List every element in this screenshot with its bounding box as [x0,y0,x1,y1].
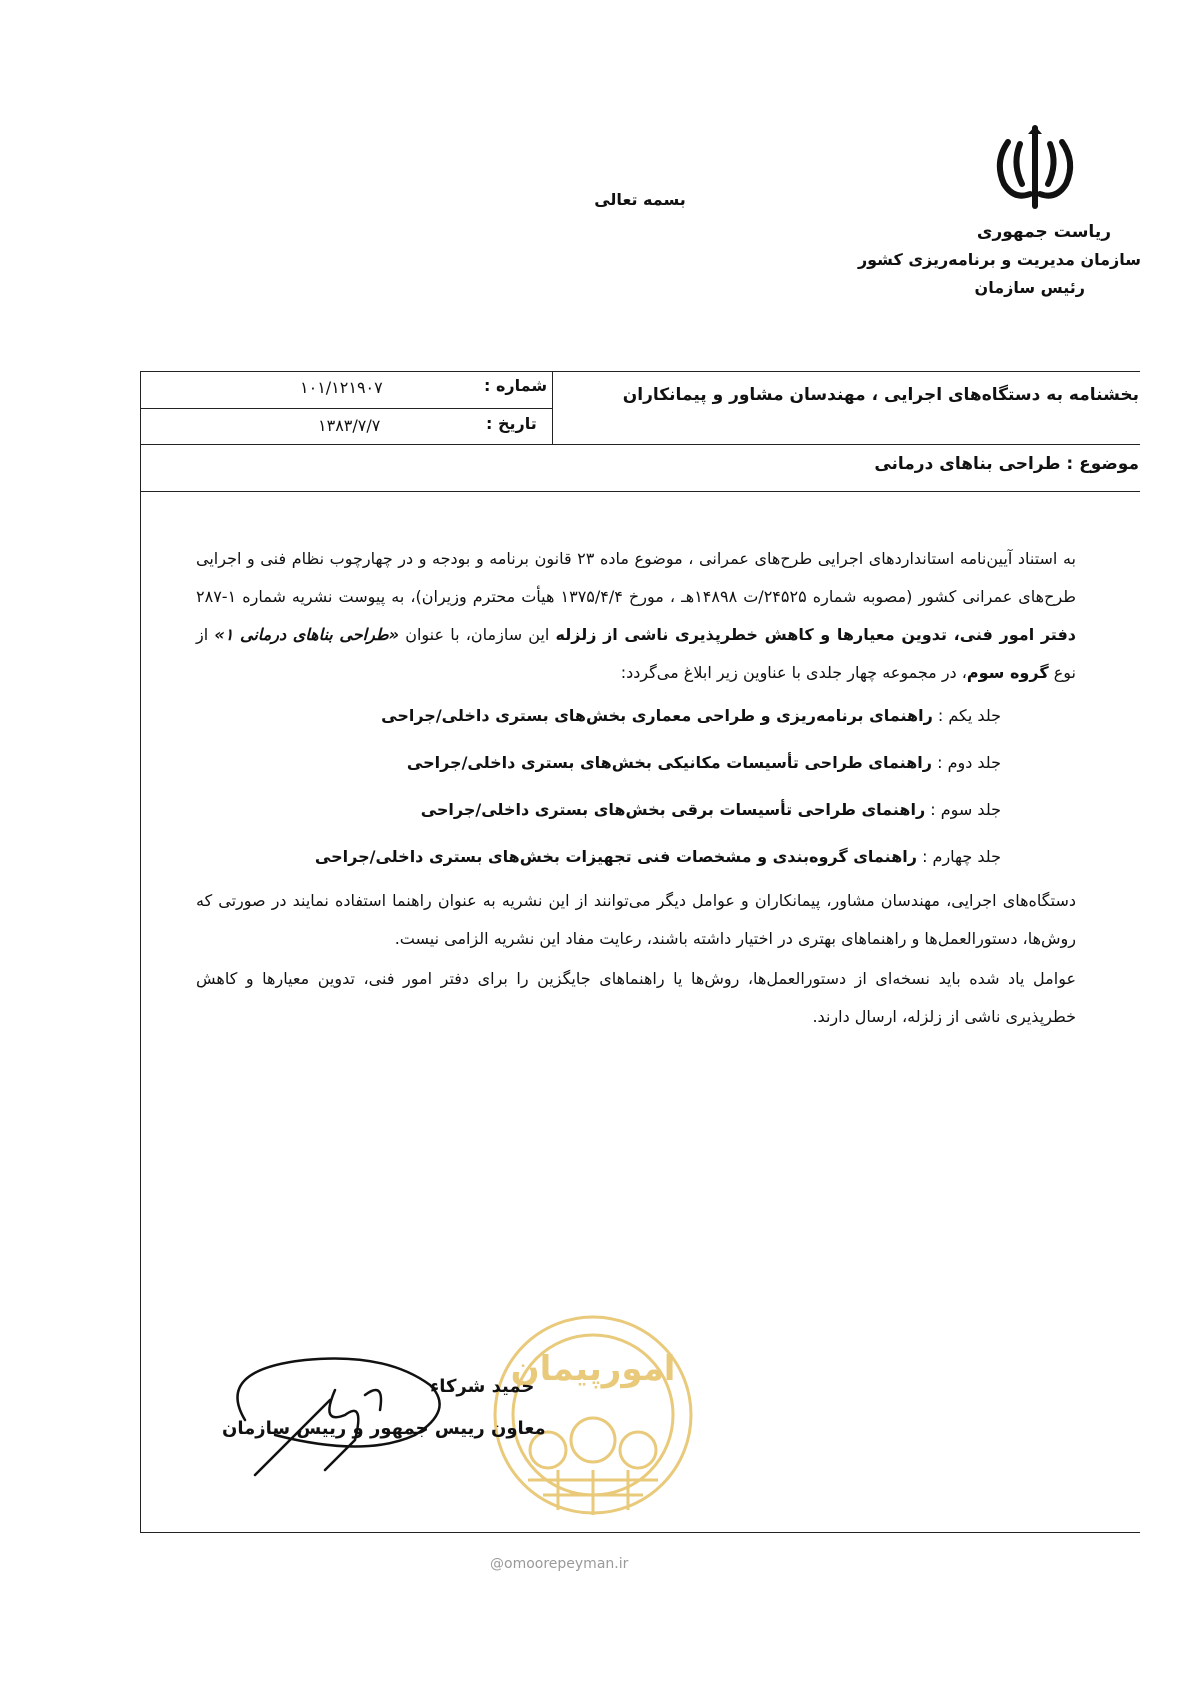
bismillah-heading: بسمه تعالی [594,190,686,209]
handwritten-signature [215,1340,515,1480]
signatory-title: معاون رییس جمهور و رییس سازمان [222,1418,546,1439]
iran-emblem-icon [990,122,1080,214]
paragraph-submission: عوامل یاد شده باید نسخه‌ای از دستورالعمل‌ها، روش‌ها یا راهنماهای جایگزین را برای دفتر امور فنی، تدوین معیارها و کاهش خطرپذیری ناشی از زلزله، ارسال دارند. [196,969,1076,1026]
subject-line: موضوع : طراحی بناهای درمانی [874,454,1139,474]
intro-text: از نوع [196,625,1076,682]
volume-title: راهنمای طراحی تأسیسات مکانیکی بخش‌های بستری داخلی/جراحی [406,753,932,772]
group-name: گروه سوم [966,663,1049,682]
page-frame-bottom [140,1532,1140,1533]
volume-item [196,739,1001,786]
volume-title: راهنمای طراحی تأسیسات برقی بخش‌های بستری داخلی/جراحی [420,800,926,819]
head-of-organization-line: رئیس سازمان [974,278,1085,297]
intro-text: این سازمان، با عنوان [399,625,556,644]
publication-title: «طراحی بناهای درمانی ۱» [214,625,400,644]
date-label: تاریخ : [486,414,537,433]
info-table-divider [552,371,553,444]
paragraph-usage: دستگاه‌های اجرایی، مهندسان مشاور، پیمانکاران و عوامل دیگر می‌توانند از این نشریه به عنوان راهنما استفاده نمایند در صورتی که روش‌ها، دستورالعمل‌ها و راهنماهای بهتری در اختیار داشته باشند، رعایت مفاد این نشریه الزامی نیست. [196,891,1076,948]
circular-addressee: بخشنامه به دستگاه‌های اجرایی ، مهندسان مشاور و پیمانکاران [622,385,1139,405]
intro-text: ، در مجموعه چهار جلدی با عناوین زیر ابلاغ می‌گردد: [620,663,967,682]
info-table-rule [140,491,1140,492]
number-value: ۱۰۱/۱۲۱۹۰۷ [300,378,383,397]
info-table-rule [140,444,1140,445]
volume-title: راهنمای گروه‌بندی و مشخصات فنی تجهیزات بخش‌های بستری داخلی/جراحی [314,847,917,866]
organization-line: سازمان مدیریت و برنامه‌ریزی کشور [857,250,1141,269]
page-frame-left [140,491,141,1532]
source-watermark: @omoorepeyman.ir [490,1556,629,1572]
signatory-name: حمید شرکاء [430,1376,535,1397]
volume-item [196,786,1001,833]
paragraph-intro [196,540,1076,692]
office-name: دفتر امور فنی، تدوین معیارها و کاهش خطرپذیری ناشی از زلزله [555,625,1077,644]
number-label: شماره : [484,376,548,395]
info-table-rule [140,408,552,409]
presidency-line: ریاست جمهوری [976,222,1111,242]
intro-text: به استناد آیین‌نامه استانداردهای اجرایی طرح‌های عمرانی ، موضوع ماده ۲۳ قانون برنامه و بودجه و در چهارچوب نظام فنی و اجرایی طرح‌های عمرانی کشور (مصوبه شماره ۲۴۵۲۵/ت ۱۴۸۹۸هـ ، مورخ ۱۳۷۵/۴/۴ هیأت محترم وزیران)، به پیوست نشریه شماره ۱-۲۸۷ [196,549,1077,606]
volume-title: راهنمای برنامه‌ریزی و طراحی معماری بخش‌های بستری داخلی/جراحی [381,706,933,725]
volume-item [196,833,1001,880]
volume-item [196,692,1001,739]
stamp-text: امورپیمان [510,1349,676,1389]
volume-label: جلد دوم : [932,753,1001,772]
organization-stamp [488,1310,698,1520]
letter-body [196,540,1076,1036]
volume-label: جلد یکم : [932,706,1001,725]
volume-label: جلد چهارم : [916,847,1001,866]
date-value: ۱۳۸۳/۷/۷ [318,416,381,435]
volume-label: جلد سوم : [925,800,1001,819]
issuing-organization [858,218,1141,302]
